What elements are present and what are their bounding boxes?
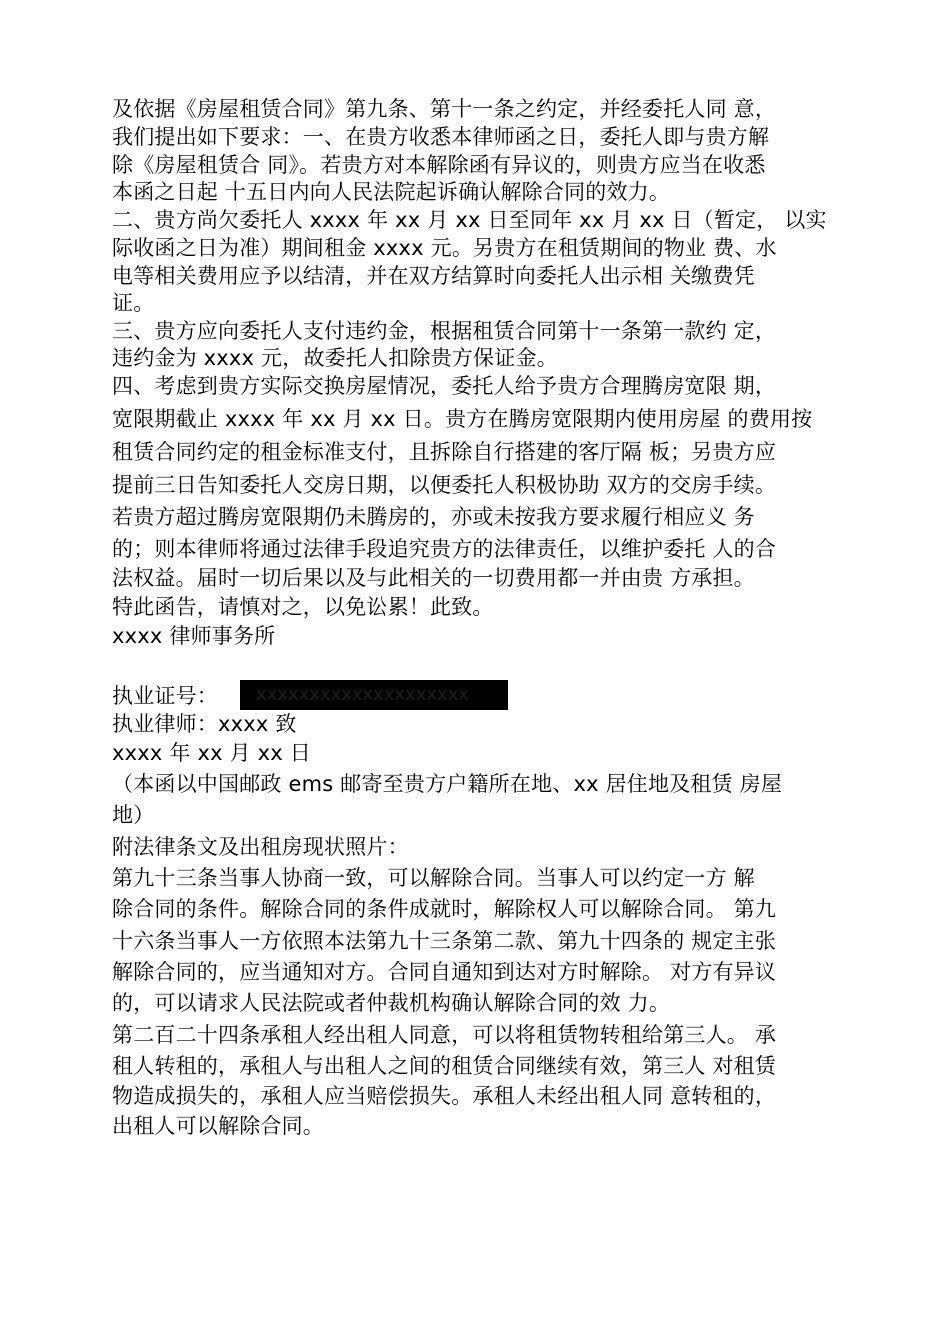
text-line: 特此函告，请慎对之，以免讼累！此致。 [112, 595, 494, 619]
text-line: 宽限期截止 xxxx 年 xx 月 xx 日。贵方在腾房宽限期内使用房屋 的费用按 [112, 407, 813, 431]
text-line: （本函以中国邮政 ems 邮寄至贵方户籍所在地、xx 居住地及租赁 房屋 [112, 772, 783, 796]
text-line: 际收函之日为准）期间租金 xxxx 元。另贵方在租赁期间的物业 费、水 [112, 236, 777, 260]
text-line: 除《房屋租赁合 同》。若贵方对本解除函有异议的，则贵方应当在收悉 [112, 153, 766, 177]
text-line: 提前三日告知委托人交房日期，以便委托人积极协助 双方的交房手续。 [112, 473, 777, 497]
text-line: 解除合同的，应当通知对方。合同自通知到达对方时解除。 对方有异议 [112, 960, 777, 984]
text-line: 的，可以请求人民法院或者仲裁机构确认解除合同的效 力。 [112, 991, 671, 1015]
text-line: 及依据《房屋租赁合同》第九条、第十一条之约定，并经委托人同 意， [112, 97, 777, 121]
text-line: 法权益。届时一切后果以及与此相关的一切费用都一并由贵 方承担。 [112, 566, 755, 590]
text-line: 证。 [112, 291, 155, 315]
text-line: 第二百二十四条承租人经出租人同意，可以将租赁物转租给第三人。 承 [112, 1023, 777, 1047]
text-line: 三、贵方应向委托人支付违约金，根据租赁合同第十一条第一款约 定， [112, 319, 777, 343]
text-line: 违约金为 xxxx 元，故委托人扣除贵方保证金。 [112, 346, 558, 370]
redacted-license-number: xxxxxxxxxxxxxxxxxxxx [240, 680, 508, 710]
text-line: 的；则本律师将通过法律手段追究贵方的法律责任，以维护委托 人的合 [112, 537, 777, 561]
text-line: 物造成损失的，承租人应当赔偿损失。承租人未经出租人同 意转租的， [112, 1084, 777, 1108]
text-line: 二、贵方尚欠委托人 xxxx 年 xx 月 xx 日至同年 xx 月 xx 日（暂定， 以实 [112, 208, 827, 232]
license-number-label: 执业证号： [112, 684, 218, 708]
text-line: 本函之日起 十五日内向人民法院起诉确认解除合同的效力。 [112, 180, 671, 204]
text-line: 出租人可以解除合同。 [112, 1114, 324, 1138]
text-line: 十六条当事人一方依照本法第九十三条第二款、第九十四条的 规定主张 [112, 929, 777, 953]
text-line: 地） [112, 803, 155, 827]
text-line: 第九十三条当事人协商一致，可以解除合同。当事人可以约定一方 解 [112, 866, 755, 890]
text-line: 除合同的条件。解除合同的条件成就时，解除权人可以解除合同。 第九 [112, 897, 777, 921]
text-line: 租人转租的，承租人与出租人之间的租赁合同继续有效，第三人 对租赁 [112, 1054, 777, 1078]
text-line: 若贵方超过腾房宽限期仍未腾房的，亦或未按我方要求履行相应义 务 [112, 505, 755, 529]
date-line: xxxx 年 xx 月 xx 日 [112, 741, 311, 765]
text-line: 电等相关费用应予以结清，并在双方结算时向委托人出示相 关缴费凭 [112, 264, 755, 288]
attachment-heading: 附法律条文及出租房现状照片： [112, 835, 409, 859]
law-firm-name: xxxx 律师事务所 [112, 624, 276, 648]
text-line: 租赁合同约定的租金标准支付，且拆除自行搭建的客厅隔 板；另贵方应 [112, 440, 777, 464]
lawyer-line: 执业律师：xxxx 致 [112, 712, 297, 736]
text-line: 我们提出如下要求：一、在贵方收悉本律师函之日，委托人即与贵方解 [112, 125, 770, 149]
text-line: 四、考虑到贵方实际交换房屋情况，委托人给予贵方合理腾房宽限 期， [112, 374, 777, 398]
